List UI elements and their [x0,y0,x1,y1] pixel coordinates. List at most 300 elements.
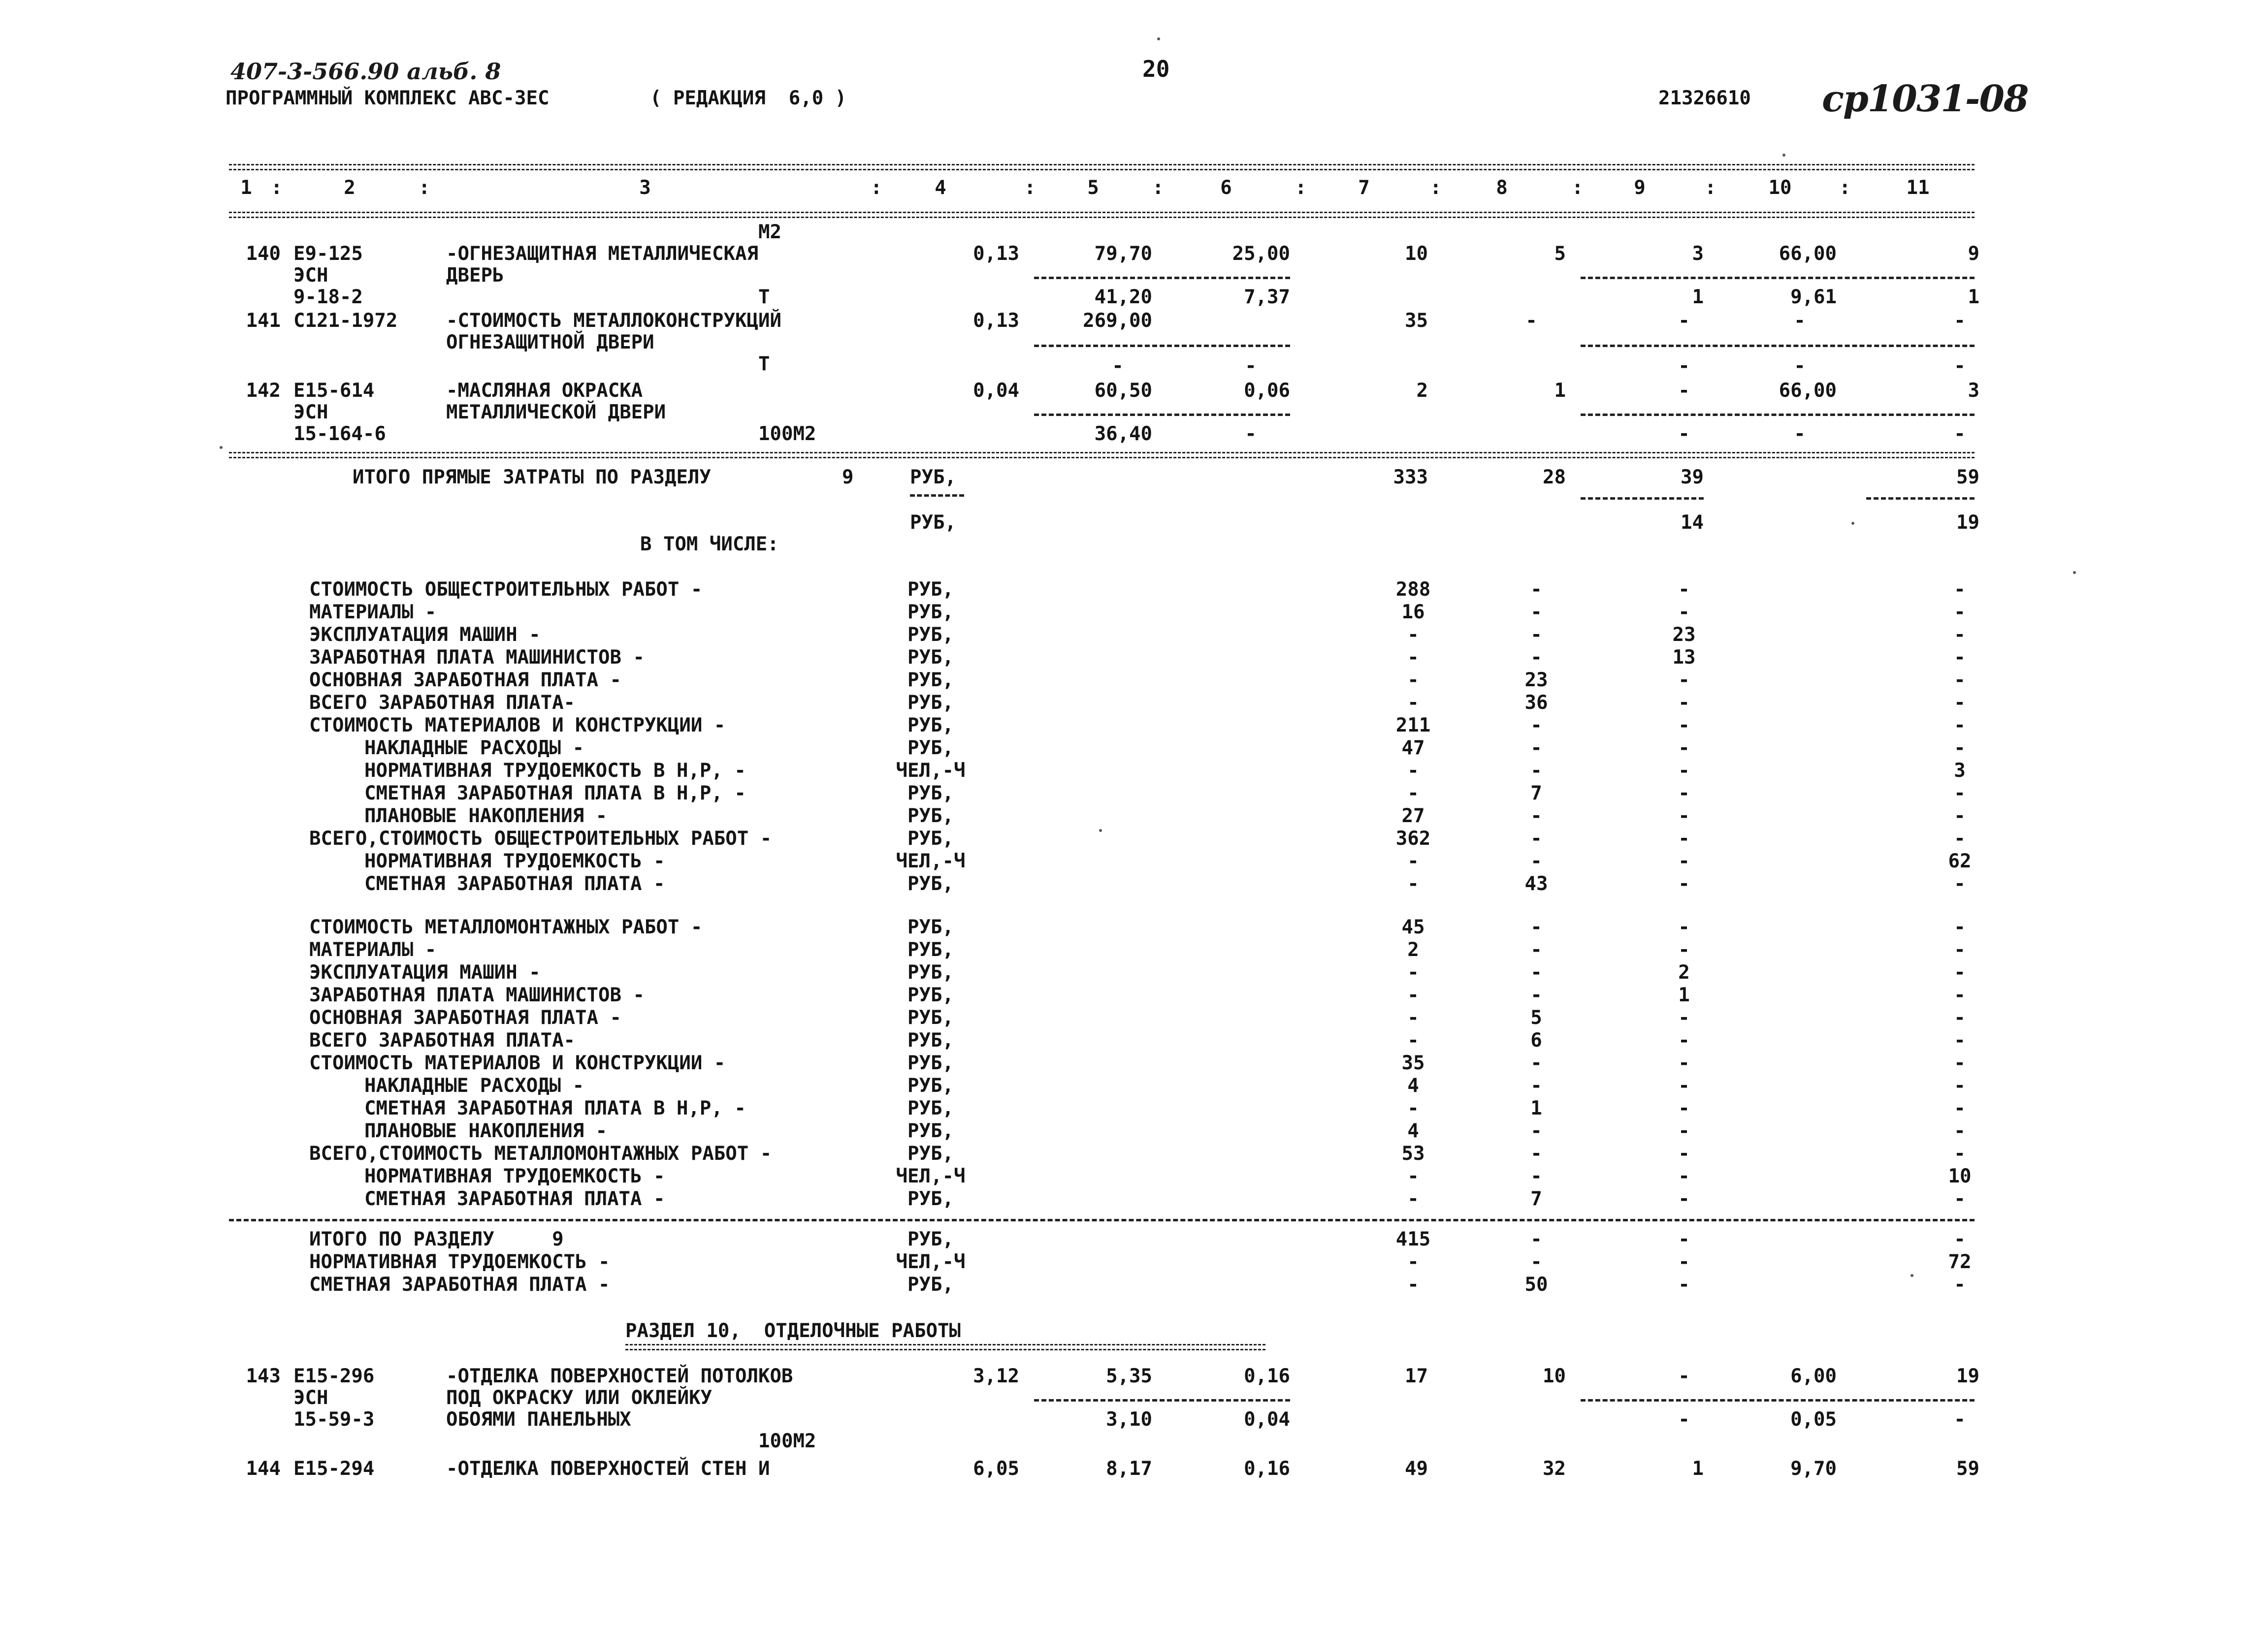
total-cost: 10 [1405,243,1428,265]
col-8-value: 1 [1530,1097,1542,1119]
breakdown-label: НАКЛАДНЫЕ РАСХОДЫ - [364,1075,584,1097]
col-8-value: 32 [1543,1458,1566,1480]
col-11-value: - [1954,1274,1966,1296]
col-9-value: - [1678,760,1690,782]
col-8-value: - [1530,1075,1542,1097]
col-7-value: 45 [1401,916,1425,938]
col-8-value: 7 [1530,782,1542,804]
program-name: ПРОГРАММНЫЙ КОМПЛЕКС АВС-3ЕС [226,87,550,109]
breakdown-label: ИТОГО ПО РАЗДЕЛУ 9 [309,1228,564,1250]
col-11-value: 3 [1968,380,1979,402]
work-description: МЕТАЛЛИЧЕСКОЙ ДВЕРИ [446,401,666,423]
col-9-value: - [1678,1052,1690,1074]
breakdown-label: ПЛАНОВЫЕ НАКОПЛЕНИЯ - [364,1120,608,1142]
col-9-value: 1 [1692,1458,1704,1480]
unit-price-sub: 41,20 [1094,286,1152,308]
unit-label: РУБ, [907,916,954,938]
col-9-value: - [1678,601,1690,623]
breakdown-label: ЗАРАБОТНАЯ ПЛАТА МАШИНИСТОВ - [309,646,645,669]
work-description: -СТОИМОСТЬ МЕТАЛЛОКОНСТРУКЦИЙ [446,310,781,332]
breakdown-label: ПЛАНОВЫЕ НАКОПЛЕНИЯ - [364,805,608,827]
breakdown-label: МАТЕРИАЛЫ - [309,939,437,961]
section-10-title: РАЗДЕЛ 10, ОТДЕЛОЧНЫЕ РАБОТЫ [625,1320,961,1342]
unit-label: РУБ, [907,984,954,1006]
edition-label: ( РЕДАКЦИЯ 6,0 ) [650,87,847,109]
col-11-value: - [1954,961,1966,984]
breakdown-label: ЗАРАБОТНАЯ ПЛАТА МАШИНИСТОВ - [309,984,645,1006]
col-9-value: 23 [1672,624,1696,646]
col-9-value: - [1678,828,1690,850]
row-number: 140 [246,243,281,265]
breakdown-label: НОРМАТИВНАЯ ТРУДОЕМКОСТЬ В Н,Р, - [364,760,746,782]
total-cost: 2 [1416,380,1428,402]
unit-label: РУБ, [907,939,954,961]
breakdown-label: СТОИМОСТЬ МЕТАЛЛОМОНТАЖНЫХ РАБОТ - [309,916,703,938]
col-9-value: - [1678,1188,1690,1210]
col-11-value: - [1954,692,1966,714]
breakdown-label: НОРМАТИВНАЯ ТРУДОЕМКОСТЬ - [364,1165,665,1187]
unit-label: ЧЕЛ,-Ч [896,760,966,782]
col-9-value: - [1678,1075,1690,1097]
unit-label: РУБ, [907,1029,954,1052]
breakdown-label: СМЕТНАЯ ЗАРАБОТНАЯ ПЛАТА В Н,Р, - [364,1097,746,1119]
col-10-sub: 9,61 [1790,286,1837,308]
col-8-value: - [1530,850,1542,872]
col-header: 6 [1220,177,1232,199]
unit-price: 8,17 [1106,1458,1152,1480]
work-description: -ОГНЕЗАЩИТНАЯ МЕТАЛЛИЧЕСКАЯ [446,243,758,265]
col-11-value: - [1954,828,1966,850]
unit-label: РУБ, [907,737,954,759]
col-10-value: - [1794,310,1806,332]
unit-label: РУБ, [907,1274,954,1296]
col-8-value: - [1530,624,1542,646]
col-11-value: - [1954,601,1966,623]
col-11-value: - [1954,1075,1966,1097]
breakdown-label: ВСЕГО,СТОИМОСТЬ МЕТАЛЛОМОНТАЖНЫХ РАБОТ - [309,1143,772,1165]
col-11-value: - [1954,1188,1966,1210]
breakdown-label: НАКЛАДНЫЕ РАСХОДЫ - [364,737,584,759]
work-description: ДВЕРЬ [446,264,504,287]
col-9-value: - [1678,1274,1690,1296]
section-rule [229,1219,1975,1221]
col-7-value: - [1407,1165,1419,1187]
work-description: ОГНЕЗАЩИТНОЙ ДВЕРИ [446,331,654,353]
rate-code: 15-164-6 [293,423,386,445]
breakdown-label: НОРМАТИВНАЯ ТРУДОЕМКОСТЬ - [364,850,665,872]
col-8-value: - [1530,916,1542,938]
col-11-value: - [1954,646,1966,669]
col-8-value: - [1530,737,1542,759]
col-9-value: 3 [1692,243,1704,265]
row-number: 141 [246,310,281,332]
col-11-value: 59 [1956,466,1979,488]
col-11-value: 10 [1948,1165,1972,1187]
col-8-value: - [1530,1165,1542,1187]
breakdown-label: СМЕТНАЯ ЗАРАБОТНАЯ ПЛАТА - [364,873,665,895]
unit-label: РУБ, [907,782,954,804]
col-10-value: 6,00 [1790,1365,1837,1387]
col-9-value: 1 [1678,984,1690,1006]
unit-price-sub: - [1112,355,1124,377]
unit-label: М2 [758,221,781,243]
col-7-value: - [1407,984,1419,1006]
col-10-sub: 0,05 [1790,1408,1837,1431]
unit-price: 79,70 [1094,243,1152,265]
col-9-value: - [1678,1365,1690,1387]
work-description: ОБОЯМИ ПАНЕЛЬНЫХ [446,1408,631,1431]
col-9-sub: - [1678,1408,1690,1431]
unit-label: РУБ, [907,1188,954,1210]
unit-wage-sub: - [1245,423,1257,445]
unit-label: ЧЕЛ,-Ч [896,850,966,872]
unit-label: 100М2 [758,423,816,445]
table-top-rule [229,164,1975,170]
breakdown-label: ОСНОВНАЯ ЗАРАБОТНАЯ ПЛАТА - [309,669,621,691]
col-7-value: - [1407,1097,1419,1119]
total-cost: 49 [1405,1458,1428,1480]
unit-label: Т [758,286,770,308]
unit-label: РУБ, [907,1120,954,1142]
col-header: 7 [1358,177,1370,199]
col-9-value: - [1678,714,1690,736]
col-11-value: - [1954,310,1966,332]
breakdown-label: СМЕТНАЯ ЗАРАБОТНАЯ ПЛАТА В Н,Р, - [364,782,746,804]
unit-label: РУБ, [907,961,954,984]
col-8-value: - [1530,1052,1542,1074]
unit-wage: 25,00 [1232,243,1290,265]
col-9-value: - [1678,1228,1690,1250]
col-9-value: - [1678,939,1690,961]
col-8-value: 5 [1530,1007,1542,1029]
col-7-value: 2 [1407,939,1419,961]
work-description: -ОТДЕЛКА ПОВЕРХНОСТЕЙ СТЕН И [446,1458,770,1480]
col-7-value: 362 [1395,828,1431,850]
breakdown-label: ВСЕГО ЗАРАБОТНАЯ ПЛАТА- [309,692,576,714]
col-11-value: - [1954,1143,1966,1165]
col-7-value: - [1407,961,1419,984]
col-11-value: - [1954,578,1966,601]
unit-wage: 0,06 [1244,380,1290,402]
col-10-sub: - [1794,355,1806,377]
col-9-value: - [1678,737,1690,759]
col-11-value: - [1954,1029,1966,1052]
col-9-value: - [1678,1120,1690,1142]
col-11-value: - [1954,984,1966,1006]
col-8-value: - [1530,1228,1542,1250]
col-9-value: - [1678,782,1690,804]
col-8-value: 6 [1530,1029,1542,1052]
col-11-value: - [1954,1228,1966,1250]
col-8-value: 1 [1554,380,1566,402]
unit-label: РУБ, [907,578,954,601]
unit-label: РУБ, [907,1143,954,1165]
col-8-value: 50 [1524,1274,1548,1296]
estimate-page: 407-3-566.90 альб. 8 ПРОГРАММНЫЙ КОМПЛЕКС АВС-3ЕС ( РЕДАКЦИЯ 6,0 ) 20 21326610 ср1031-08 1 : 2 : 3 : 4 : 5 : 6 : 7 : 8 : 9 : 10 : 11 М2 140 Е9-125 ЭСН 9-18-2 -ОГНЕЗАЩИТНАЯ МЕТАЛЛИЧЕСКАЯ ДВЕРЬ Т 0,13 79,70 25,00 10 5 3 66,00 9 41,20 7,37 1 9,61 1 141 С121-1972 -СТОИМОСТЬ МЕТАЛЛОКОНСТРУКЦИЙ ОГНЕЗАЩИТНОЙ ДВЕРИ Т 0,13 269,00 35 - - - - - - - - - 142 Е15-614 ЭСН 15-164-6 -МАСЛЯНАЯ ОКРАСКА МЕТАЛЛИЧЕСКОЙ ДВЕРИ 100М2 0,04 60,50 0,06 2 1 - 66,00 3 36,40 - - - - ИТОГО ПРЯМЫЕ ЗАТРАТЫ ПО РАЗДЕЛУ 9 РУБ, 333 28 39 59 РУБ, 14 19 В ТОМ ЧИСЛЕ: СТОИМОСТЬ ОБЩЕСТРОИТЕЛЬНЫХ РАБОТ - РУБ, 288 - - - МАТЕРИАЛЫ - РУБ, 16 - - - ЭКСПЛУАТАЦИЯ МАШИН - РУБ, - - 23 - ЗАРАБОТНАЯ ПЛАТА МАШИНИСТОВ - РУБ, - - 13 - ОСНОВНАЯ ЗАРАБОТНАЯ ПЛАТА - РУБ, - 23 - - ВСЕГО ЗАРАБОТНАЯ ПЛАТА- РУБ, - 36 - - СТОИМОСТЬ МАТЕРИАЛОВ И КОНСТРУКЦИИ - РУБ, 211 - - - НАКЛАДНЫЕ РАСХОДЫ - РУБ, 47 - - - НОРМАТИВНАЯ ТРУДОЕМКОСТЬ В Н,Р, - ЧЕЛ,-Ч - - - 3 СМЕТНАЯ ЗАРАБОТНАЯ ПЛАТА В Н,Р, - РУБ, - 7 - - ПЛАНОВЫЕ НАКОПЛЕНИЯ - РУБ, 27 - - - ВСЕГО,СТОИМОСТЬ ОБЩЕСТРОИТЕЛЬНЫХ РАБОТ - РУБ, 362 - - - НОРМАТИВНАЯ ТРУДОЕМКОСТЬ - ЧЕЛ,-Ч - - - 62 СМЕТНАЯ ЗАРАБОТНАЯ ПЛАТА - РУБ, - 43 - - СТОИМОСТЬ МЕТАЛЛОМОНТАЖНЫХ РАБОТ - РУБ, 45 - - - МАТЕРИАЛЫ - РУБ, 2 - - - ЭКСПЛУАТАЦИЯ МАШИН - РУБ, - - 2 - ЗАРАБОТНАЯ ПЛАТА МАШИНИСТОВ - РУБ, - - 1 - ОСНОВНАЯ ЗАРАБОТНАЯ ПЛАТА - РУБ, - 5 - - ВСЕГО ЗАРАБОТНАЯ ПЛАТА- РУБ, - 6 - - СТОИМОСТЬ МАТЕРИАЛОВ И КОНСТРУКЦИИ - РУБ, 35 - - - НАКЛАДНЫЕ РАСХОДЫ - РУБ, 4 - - - СМЕТНАЯ ЗАРАБОТНАЯ ПЛАТА В Н,Р, - РУБ, - 1 - - ПЛАНОВЫЕ НАКОПЛЕНИЯ - РУБ, 4 - - - ВСЕГО,СТОИМОСТЬ МЕТАЛЛОМОНТАЖНЫХ РАБОТ - РУБ, 53 - - - НОРМАТИВНАЯ ТРУДОЕМКОСТЬ - ЧЕЛ,-Ч - - - 10 СМЕТНАЯ ЗАРАБОТНАЯ ПЛАТА - РУБ, - 7 - - ИТОГО ПО РАЗДЕЛУ 9 РУБ, 415 - - - НОРМАТИВНАЯ ТРУДОЕМКОСТЬ - ЧЕЛ,-Ч - - - 72 СМЕТНАЯ ЗАРАБОТНАЯ ПЛАТА - РУБ, - 50 - - РАЗДЕЛ 10, ОТДЕЛОЧНЫЕ РАБОТЫ 143 Е15-296 ЭСН 15-59-3 -ОТДЕЛКА ПОВЕРХНОСТЕЙ ПОТОЛКОВ ПОД ОКРАСКУ ИЛИ ОКЛЕЙКУ ОБОЯМИ ПАНЕЛЬНЫХ 100М2 3,12 5,35 0,16 17 10 - 6,00 19 3,10 0,04 - 0,05 - 144 Е15-294 -ОТДЕЛКА ПОВЕРХНОСТЕЙ СТЕН И 6,05 8,17 0,16 49 32 1 9,70 59 [0,0,2268,1628]
col-7-value: - [1407,1007,1419,1029]
col-7-value: - [1407,1188,1419,1210]
including-label: В ТОМ ЧИСЛЕ: [640,533,779,555]
col-10-value: 9,70 [1790,1458,1837,1480]
breakdown-label: ВСЕГО,СТОИМОСТЬ ОБЩЕСТРОИТЕЛЬНЫХ РАБОТ - [309,828,772,850]
unit-price-sub: 3,10 [1106,1408,1152,1431]
page-number: 20 [1142,56,1170,82]
col-9-value: - [1678,805,1690,827]
unit-label: РУБ, [907,805,954,827]
unit-label: РУБ, [907,692,954,714]
col-9-sub: - [1678,355,1690,377]
col-9-value: - [1678,850,1690,872]
unit-label: РУБ, [907,624,954,646]
col-9-value: - [1678,873,1690,895]
col-7-value: 27 [1401,805,1425,827]
col-11-value: 9 [1968,243,1979,265]
rate-code: Е15-296 [293,1365,375,1387]
work-description: -ОТДЕЛКА ПОВЕРХНОСТЕЙ ПОТОЛКОВ [446,1365,793,1387]
col-11-sub: - [1954,423,1966,445]
unit-label: РУБ, [907,828,954,850]
col-9-value: - [1678,1251,1690,1273]
breakdown-label: ОСНОВНАЯ ЗАРАБОТНАЯ ПЛАТА - [309,1007,621,1029]
table-header-rule [229,212,1975,218]
unit-wage-sub: - [1245,355,1257,377]
col-11-sub: - [1954,355,1966,377]
col-9-value: - [1678,1143,1690,1165]
col-8-value: - [1530,760,1542,782]
col-7-value: - [1407,692,1419,714]
quantity: 3,12 [973,1365,1019,1387]
col-9-value: - [1678,310,1690,332]
col-8-value: 28 [1543,466,1566,488]
col-7-value: 4 [1407,1075,1419,1097]
col-header: 1 [240,177,252,199]
rate-code: С121-1972 [293,310,398,332]
breakdown-label: СТОИМОСТЬ ОБЩЕСТРОИТЕЛЬНЫХ РАБОТ - [309,578,703,601]
col-9-value: - [1678,1029,1690,1052]
col-11-value: - [1954,669,1966,691]
col-8-value: 5 [1554,243,1566,265]
col-8-value: - [1530,1120,1542,1142]
col-7-value: 288 [1395,578,1431,601]
rate-code: ЭСН [293,1387,328,1409]
rate-code: Е15-614 [293,380,375,402]
col-11-value: 19 [1956,1365,1979,1387]
unit-label: РУБ, [907,669,954,691]
unit-label: 100М2 [758,1430,816,1452]
col-11-value: - [1954,714,1966,736]
col-8-value: 23 [1524,669,1548,691]
col-7-value: 415 [1395,1228,1431,1250]
col-7-value: - [1407,850,1419,872]
col-8-value: - [1530,1143,1542,1165]
breakdown-label: СМЕТНАЯ ЗАРАБОТНАЯ ПЛАТА - [309,1274,610,1296]
unit-label: ЧЕЛ,-Ч [896,1165,966,1187]
col-header: 8 [1496,177,1508,199]
col-8-value: - [1530,961,1542,984]
col-11-value: - [1954,1120,1966,1142]
col-9-value: 39 [1681,466,1704,488]
col-7-value: - [1407,873,1419,895]
unit-label: РУБ, [907,714,954,736]
col-7-value: - [1407,782,1419,804]
col-11-value: - [1954,782,1966,804]
col-8-value: - [1530,714,1542,736]
col-7-value: 47 [1401,737,1425,759]
unit-label: РУБ, [910,511,956,534]
unit-label: РУБ, [910,466,956,488]
col-7-value: - [1407,646,1419,669]
breakdown-label: СТОИМОСТЬ МАТЕРИАЛОВ И КОНСТРУКЦИИ - [309,714,726,736]
col-11-value: - [1954,939,1966,961]
unit-wage-sub: 0,04 [1244,1408,1290,1431]
col-9-value: - [1678,1097,1690,1119]
rate-code: Е9-125 [293,243,363,265]
unit-price: 269,00 [1083,310,1152,332]
quantity: 0,13 [973,243,1019,265]
work-description: -МАСЛЯНАЯ ОКРАСКА [446,380,643,402]
col-7-value: - [1407,1274,1419,1296]
col-7-value: - [1407,1029,1419,1052]
col-9-value: - [1678,916,1690,938]
unit-label: РУБ, [907,1097,954,1119]
col-11-sub: 1 [1968,286,1979,308]
stamp-handwritten: ср1031-08 [1822,78,2028,120]
rate-code: 9-18-2 [293,286,363,308]
col-8-value: - [1530,601,1542,623]
col-11-value: - [1954,624,1966,646]
unit-label: РУБ, [907,1052,954,1074]
unit-wage-sub: 7,37 [1244,286,1290,308]
col-7-value: - [1407,624,1419,646]
col-11-sub: 19 [1956,511,1979,534]
unit-price: 60,50 [1094,380,1152,402]
total-cost: 333 [1393,466,1428,488]
col-9-value: - [1678,669,1690,691]
unit-label: РУБ, [907,646,954,669]
col-11-value: 62 [1948,850,1972,872]
breakdown-label: СТОИМОСТЬ МАТЕРИАЛОВ И КОНСТРУКЦИИ - [309,1052,726,1074]
unit-price: 5,35 [1106,1365,1152,1387]
col-8-value: - [1530,646,1542,669]
col-7-value: 53 [1401,1143,1425,1165]
breakdown-label: ЭКСПЛУАТАЦИЯ МАШИН - [309,624,541,646]
col-7-value: 211 [1395,714,1431,736]
col-11-value: - [1954,1052,1966,1074]
unit-label: ЧЕЛ,-Ч [896,1251,966,1273]
col-header: 2 [344,177,356,199]
col-10-value: 66,00 [1779,243,1837,265]
unit-label: РУБ, [907,601,954,623]
unit-wage: 0,16 [1244,1458,1290,1480]
total-cost: 35 [1405,310,1428,332]
breakdown-label: МАТЕРИАЛЫ - [309,601,437,623]
col-8-value: 36 [1524,692,1548,714]
col-10-value: 66,00 [1779,380,1837,402]
col-8-value: 43 [1524,873,1548,895]
col-11-value: - [1954,873,1966,895]
breakdown-label: ВСЕГО ЗАРАБОТНАЯ ПЛАТА- [309,1029,576,1052]
col-11-value: 59 [1956,1458,1979,1480]
breakdown-label: СМЕТНАЯ ЗАРАБОТНАЯ ПЛАТА - [364,1188,665,1210]
col-11-value: - [1954,916,1966,938]
col-header: 4 [935,177,946,199]
col-7-value: 4 [1407,1120,1419,1142]
col-8-value: - [1530,805,1542,827]
col-header: 5 [1087,177,1099,199]
col-8-value: - [1525,310,1537,332]
rate-code: Е15-294 [293,1458,375,1480]
col-8-value: - [1530,578,1542,601]
rate-code: ЭСН [293,264,328,287]
col-9-sub: 1 [1692,286,1704,308]
col-10-sub: - [1794,423,1806,445]
doc-id: 21326610 [1658,87,1751,109]
section-number: 9 [842,466,854,488]
total-cost: 17 [1405,1365,1428,1387]
col-11-value: - [1954,805,1966,827]
col-11-value: 3 [1954,760,1966,782]
col-9-value: 2 [1678,961,1690,984]
unit-label: РУБ, [907,873,954,895]
col-7-value: 16 [1401,601,1425,623]
section-rule [229,452,1975,458]
unit-label: РУБ, [907,1007,954,1029]
unit-label: РУБ, [907,1075,954,1097]
col-9-value: - [1678,578,1690,601]
col-11-sub: - [1954,1408,1966,1431]
col-8-value: 7 [1530,1188,1542,1210]
row-number: 143 [246,1365,281,1387]
col-11-value: 72 [1948,1251,1972,1273]
col-8-value: - [1530,1251,1542,1273]
col-header: 9 [1634,177,1646,199]
col-9-value: - [1678,692,1690,714]
col-8-value: - [1530,984,1542,1006]
rate-code: ЭСН [293,401,328,423]
col-11-value: - [1954,1007,1966,1029]
col-9-value: 13 [1672,646,1696,669]
section-10-underline [625,1344,1265,1350]
col-9-value: - [1678,1165,1690,1187]
work-description: ПОД ОКРАСКУ ИЛИ ОКЛЕЙКУ [446,1387,713,1409]
col-8-value: 10 [1543,1365,1566,1387]
quantity: 0,13 [973,310,1019,332]
col-7-value: - [1407,1251,1419,1273]
col-9-sub: - [1678,423,1690,445]
quantity: 0,04 [973,380,1019,402]
row-number: 142 [246,380,281,402]
col-9-sub: 14 [1681,511,1704,534]
direct-costs-label: ИТОГО ПРЯМЫЕ ЗАТРАТЫ ПО РАЗДЕЛУ [353,466,711,488]
breakdown-label: НОРМАТИВНАЯ ТРУДОЕМКОСТЬ - [309,1251,610,1273]
col-9-value: - [1678,1007,1690,1029]
col-11-value: - [1954,737,1966,759]
col-7-value: 35 [1401,1052,1425,1074]
breakdown-label: ЭКСПЛУАТАЦИЯ МАШИН - [309,961,541,984]
col-header: 11 [1906,177,1930,199]
unit-price-sub: 36,40 [1094,423,1152,445]
doc-code-handwritten: 407-3-566.90 альб. 8 [230,58,501,85]
col-8-value: - [1530,939,1542,961]
col-11-value: - [1954,1097,1966,1119]
unit-wage: 0,16 [1244,1365,1290,1387]
col-8-value: - [1530,828,1542,850]
quantity: 6,05 [973,1458,1019,1480]
col-header: 3 [639,177,651,199]
col-7-value: - [1407,760,1419,782]
unit-label: РУБ, [907,1228,954,1250]
col-9-value: - [1678,380,1690,402]
